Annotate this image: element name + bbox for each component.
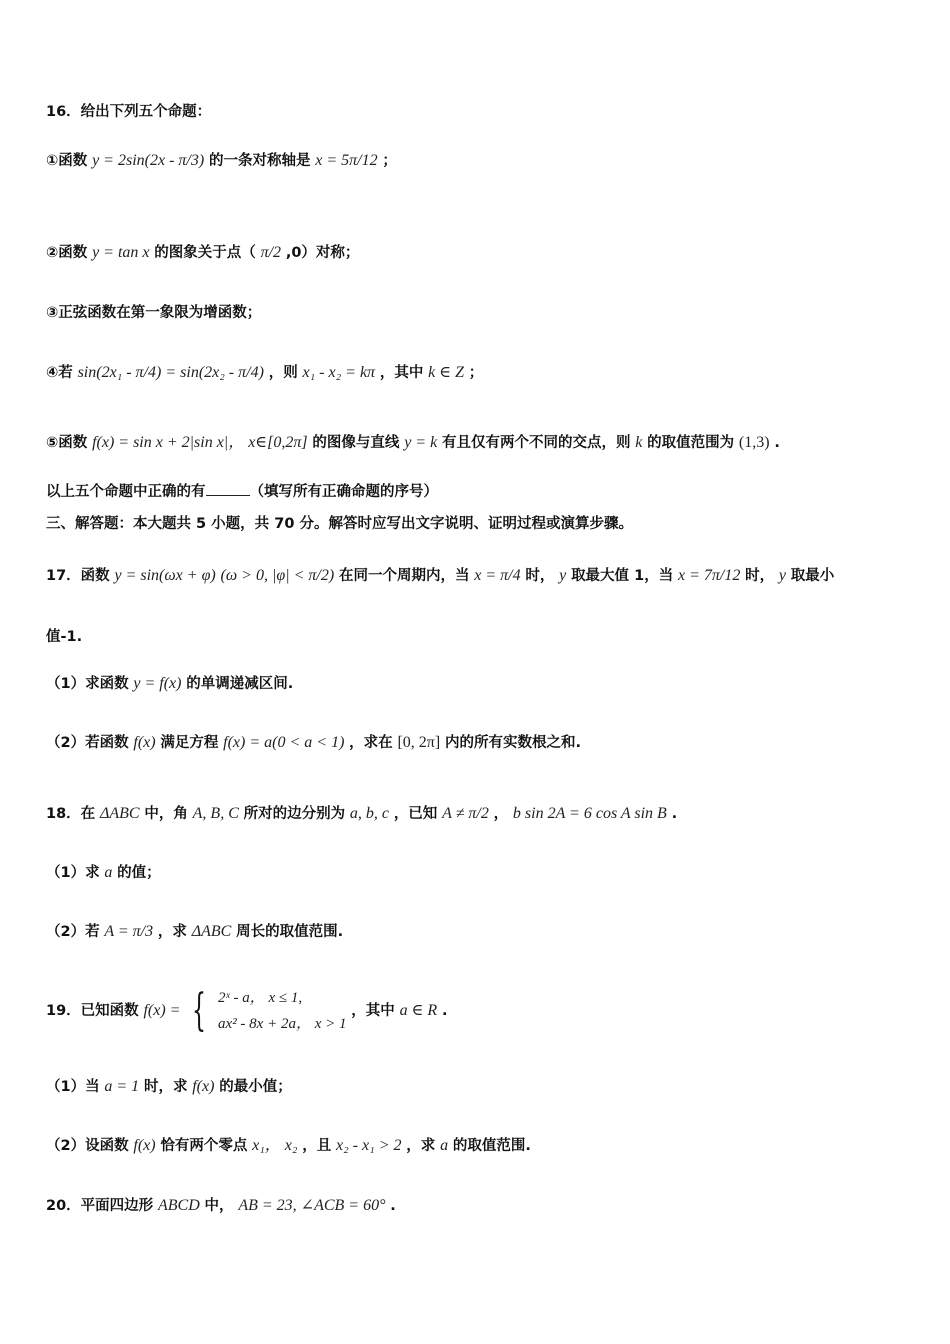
p5-k: k — [635, 434, 643, 451]
p4-condition: sin(2x₁ - π/4) = sin(2x₂ - π/4) — [77, 364, 264, 381]
q19-s1-function: f(x) — [192, 1078, 215, 1095]
q19-case-2: ax² - 8x + 2a， x > 1 — [218, 1016, 347, 1032]
q19-s2-mid-3: ，求 — [406, 1138, 436, 1154]
q19-sub-1 — [46, 1076, 910, 1097]
q16-proposition-1 — [46, 150, 910, 171]
q18-mid-2: 所对的边分别为 — [243, 806, 346, 822]
q19-s2-zeros: x₁， x₂ — [252, 1137, 298, 1154]
p1-middle: 的一条对称轴是 — [208, 153, 311, 169]
q19-s1-suffix: 的最小值； — [219, 1079, 292, 1095]
p5-function: f(x) = sin x + 2|sin x|， x∈[0,2π] — [92, 434, 308, 451]
q19-prefix: 19．已知函数 — [46, 1003, 139, 1019]
q20-mid: 中， — [204, 1198, 234, 1214]
p5-line: y = k — [404, 434, 438, 451]
q18-s2-condition: A = π/3 — [104, 923, 154, 940]
q20-prefix: 20．平面四边形 — [46, 1198, 154, 1214]
q17-sub-2 — [46, 732, 910, 753]
q17-condition-text: ω > 0, |φ| < π/2 — [225, 567, 329, 584]
summary-prefix: 以上五个命题中正确的有 — [46, 484, 206, 500]
q19-s2-prefix: （2）设函数 — [46, 1138, 129, 1154]
p2-point: π/2 — [260, 244, 282, 261]
q19-s2-function: f(x) — [133, 1137, 156, 1154]
q18-sub-2 — [46, 921, 910, 942]
p4-relation: x₁ - x₂ = kπ — [302, 364, 376, 381]
q19-s1-prefix: （1）当 — [46, 1079, 100, 1095]
q18-s2-triangle: ΔABC — [191, 923, 232, 940]
p5-prefix: ⑤函数 — [46, 435, 88, 451]
p1-end: ； — [382, 153, 397, 169]
q19-s2-var: a — [440, 1137, 449, 1154]
q16-proposition-2 — [46, 242, 910, 263]
q18-prefix: 18．在 — [46, 806, 96, 822]
q18-stem — [46, 803, 910, 824]
q18-s2-mid: ，求 — [157, 924, 187, 940]
q17-y2: y — [778, 567, 787, 584]
q17-s2-mid: 满足方程 — [160, 735, 219, 751]
q18-separator: ， — [493, 806, 509, 822]
q17-s2-interval: [0, 2π] — [397, 734, 441, 751]
q19-set: a ∈ R — [399, 1002, 438, 1019]
q18-mid-3: ，已知 — [393, 806, 438, 822]
p4-middle-2: ，其中 — [379, 365, 424, 381]
q19-mid: ，其中 — [351, 1003, 395, 1019]
q19-s2-mid: 恰有两个零点 — [160, 1138, 248, 1154]
q17-mid-2: 时， — [525, 568, 555, 584]
q20-end: . — [390, 1198, 396, 1214]
q18-s1-prefix: （1）求 — [46, 865, 100, 881]
q20-stem — [46, 1195, 910, 1216]
q17-prefix: 17．函数 — [46, 568, 110, 584]
section-3-heading: 三、解答题：本大题共 5 小题，共 70 分。解答时应写出文字说明、证明过程或演算步骤。 — [46, 516, 633, 532]
q17-y1: y — [559, 567, 567, 584]
q18-sub-1 — [46, 862, 910, 883]
q17-sub-1 — [46, 673, 910, 694]
q17-mid-4: 时， — [745, 568, 775, 584]
q19-s1-condition: a = 1 — [104, 1078, 140, 1095]
q17-function: y = sin(ωx + φ) — [114, 567, 216, 584]
q17-stem — [46, 565, 910, 586]
q17-x1: x = π/4 — [474, 567, 521, 584]
q19-cases — [218, 985, 346, 1037]
q16-proposition-3: ③正弦函数在第一象限为增函数； — [46, 305, 262, 321]
q18-angles: A, B, C — [192, 805, 239, 822]
q17-continuation: 值-1. — [46, 629, 83, 645]
q17-mid-3: 取最大值 1，当 — [571, 568, 674, 584]
q19-brace: { — [192, 985, 207, 1036]
q18-sides: a, b, c — [349, 805, 390, 822]
p5-middle-3: 的取值范围为 — [647, 435, 735, 451]
p5-end: . — [774, 435, 780, 451]
q20-condition: AB = 23, ∠ACB = 60° — [238, 1197, 386, 1214]
q17-s2-prefix: （2）若函数 — [46, 735, 129, 751]
q16-proposition-5 — [46, 432, 910, 453]
p4-set: k ∈ Z — [428, 364, 464, 381]
p2-prefix: ②函数 — [46, 245, 88, 261]
q17-s2-equation: f(x) = a(0 < a < 1) — [223, 734, 345, 751]
q19-s1-mid: 时，求 — [143, 1079, 188, 1095]
q19-s2-mid-2: ，且 — [302, 1138, 332, 1154]
p2-end: ,0）对称； — [285, 245, 360, 261]
q19-sub-2 — [46, 1135, 910, 1156]
p5-middle-2: 有且仅有两个不同的交点，则 — [441, 435, 631, 451]
q19-end: . — [441, 1003, 448, 1019]
p5-range: (1,3) — [738, 434, 770, 451]
q17-mid-1: 在同一个周期内，当 — [338, 568, 470, 584]
q18-s1-suffix: 的值； — [117, 865, 161, 881]
q16-heading: 16．给出下列五个命题： — [46, 104, 212, 120]
q18-condition-1: A ≠ π/2 — [442, 805, 489, 822]
q19-s2-condition: x₂ - x₁ > 2 — [336, 1137, 402, 1154]
q17-s1-suffix: 的单调递减区间. — [186, 676, 294, 692]
p1-axis: x = 5π/12 — [315, 152, 378, 169]
p5-middle: 的图像与直线 — [312, 435, 400, 451]
summary-suffix: （填写所有正确命题的序号） — [249, 484, 438, 500]
q17-s2-function: f(x) — [133, 734, 156, 751]
q17-s2-mid-2: ，求在 — [349, 735, 393, 751]
q17-s2-suffix: 内的所有实数根之和. — [444, 735, 581, 751]
q17-condition: (ω > 0, |φ| < π/2) — [220, 567, 335, 584]
q18-mid-1: 中，角 — [144, 806, 188, 822]
p2-middle: 的图象关于点（ — [154, 245, 256, 261]
q19-function: f(x) = — [143, 1002, 181, 1019]
q18-s2-prefix: （2）若 — [46, 924, 100, 940]
q17-s1-function: y = f(x) — [133, 675, 182, 692]
p1-function: y = 2sin(2x - π/3) — [92, 152, 205, 169]
q18-s2-suffix: 周长的取值范围. — [236, 924, 344, 940]
q18-s1-var: a — [104, 864, 113, 881]
q20-quadrilateral: ABCD — [157, 1197, 200, 1214]
q18-triangle: ΔABC — [99, 805, 140, 822]
q17-mid-5: 取最小 — [790, 568, 835, 584]
p1-prefix: ①函数 — [46, 153, 88, 169]
q19-case-1: 2ˣ - a， x ≤ 1, — [218, 990, 303, 1006]
p4-middle: ，则 — [268, 365, 298, 381]
q18-condition-2: b sin 2A = 6 cos A sin B — [512, 805, 667, 822]
answer-blank[interactable] — [206, 481, 250, 496]
p4-end: ； — [468, 365, 484, 381]
q18-end: . — [671, 806, 678, 822]
p4-prefix: ④若 — [46, 365, 73, 381]
q19-stem — [46, 985, 910, 1045]
q16-summary — [46, 481, 910, 502]
q17-x2: x = 7π/12 — [677, 567, 741, 584]
q17-s1-prefix: （1）求函数 — [46, 676, 129, 692]
q16-proposition-4 — [46, 362, 910, 383]
p2-function: y = tan x — [92, 244, 150, 261]
q19-s2-suffix: 的取值范围. — [452, 1138, 531, 1154]
